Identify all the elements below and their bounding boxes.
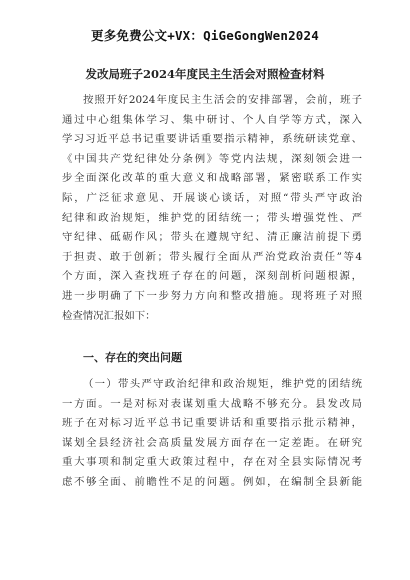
text-line: 学习习近平总书记重要讲话重要指示精神，系统研读党章、 bbox=[62, 133, 362, 146]
text-line: 按照开好2024年度民主生活会的安排部署，会前，班子 bbox=[83, 94, 362, 106]
promo-banner: 更多免费公文+VX：QiGeGongWen2024 bbox=[91, 28, 319, 43]
text-line: 谋划全县经济社会高质量发展方面存在一定差距。在研究 bbox=[62, 436, 362, 449]
paragraph-section-one bbox=[62, 375, 362, 493]
text-line: 际，广泛征求意见、开展谈心谈话，对照“带头严守政治 bbox=[62, 191, 362, 204]
text-line: 纪律和政治规矩，维护党的团结统一；带头增强党性、严 bbox=[62, 211, 362, 224]
text-line: 检查情况汇报如下： bbox=[62, 309, 156, 322]
text-line: 于担责、敢于创新；带头履行全面从严治党政治责任”等4 bbox=[62, 250, 362, 263]
text-line: 重大事项和制定重大政策过程中，存在对全县实际情况考 bbox=[62, 456, 362, 469]
paragraph-intro bbox=[62, 91, 362, 326]
text-line: 通过中心组集体学习、集中研讨、个人自学等方式，深入 bbox=[62, 113, 362, 126]
text-line: （一）带头严守政治纪律和政治规矩，维护党的团结统 bbox=[83, 378, 362, 390]
section-heading: 一、存在的突出问题 bbox=[83, 351, 182, 364]
text-line: 《中国共产党纪律处分条例》等党内法规，深刻领会进一 bbox=[62, 152, 362, 165]
text-line: 虑不够全面、前瞻性不足的问题。例如，在编制全县新能 bbox=[62, 475, 362, 488]
text-line: 进一步明确了下一步努力方向和整改措施。现将班子对照 bbox=[62, 289, 362, 302]
text-line: 班子在对标习近平总书记重要讲话和重要指示批示精神， bbox=[62, 417, 362, 430]
document-title: 发改局班子2024年度民主生活会对照检查材料 bbox=[85, 67, 325, 81]
text-line: 步全面深化改革的重大意义和战略部署，紧密联系工作实 bbox=[62, 172, 362, 185]
text-line: 个方面，深入查找班子存在的问题，深刻剖析问题根源， bbox=[62, 270, 362, 283]
text-line: 一方面。一是对标对表谋划重大战略不够充分。县发改局 bbox=[62, 397, 362, 410]
text-line: 守纪律、砥砺作风；带头在遵规守纪、清正廉洁前提下勇 bbox=[62, 231, 362, 244]
